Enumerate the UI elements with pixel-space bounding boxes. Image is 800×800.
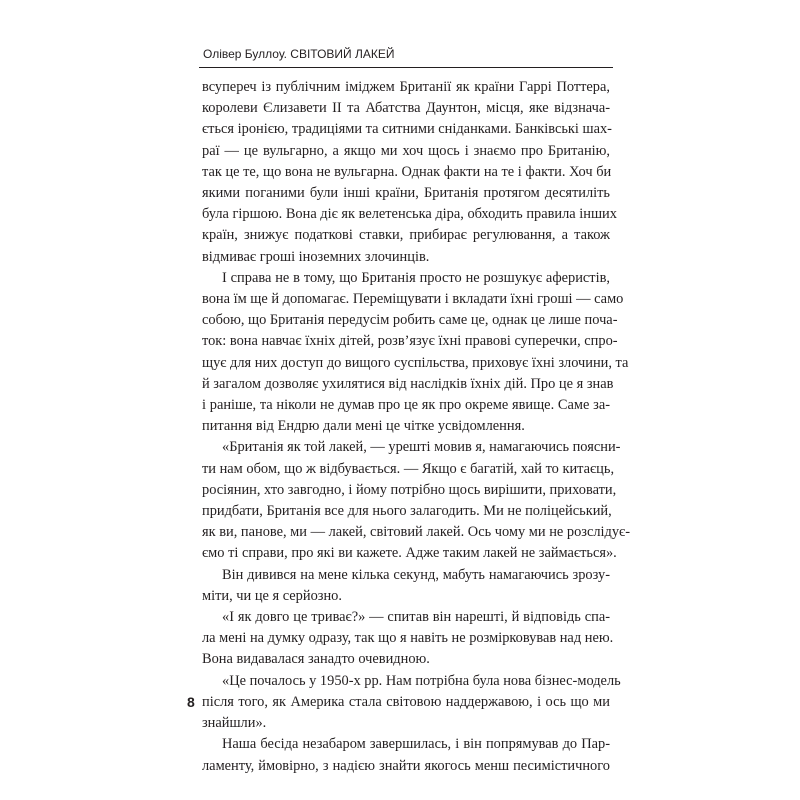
text-line: якими поганими були інші країни, Британія протягом десятиліть <box>202 185 610 202</box>
text-line: «Британія як той лакей, — урешті мовив я, намагаючись поясни- <box>222 439 621 456</box>
text-line: «Це почалось у 1950-х рр. Нам потрібна була нова бізнес-модель <box>222 672 621 689</box>
text-line: ється іронією, традиціями та ситними сніданками. Банківські шах- <box>202 121 612 138</box>
text-line: знайшли». <box>202 715 267 732</box>
text-line: так це те, що вона не вульгарна. Однак факти на те і факти. Хоч би <box>202 163 612 180</box>
text-line: вона їм ще й допомагає. Переміщувати і вкладати їхні гроші — само <box>202 291 624 308</box>
text-line: питання від Ендрю дали мені це чітке усвідомлення. <box>202 418 525 435</box>
text-line: Наша бесіда незабаром завершилась, і він попрямував до Пар- <box>222 736 610 753</box>
header-rule <box>199 67 613 68</box>
running-head: Олівер Буллоу. СВІТОВИЙ ЛАКЕЙ <box>203 47 395 61</box>
text-line: Вона видавалася занадто очевидною. <box>202 651 430 668</box>
text-line: відмиває гроші іноземних злочинців. <box>202 248 430 265</box>
text-line: міти, чи це я серйозно. <box>202 587 342 604</box>
text-line: ти нам обом, що ж відбувається. — Якщо є багатій, хай то китаєць, <box>202 460 615 477</box>
text-line: «І як довго це триває?» — спитав він нарешті, й відповідь спа- <box>222 609 610 626</box>
text-line: як ви, панове, ми — лакей, світовий лакей. Ось чому ми не розслідує- <box>202 524 631 541</box>
text-line: була гіршою. Вона діє як велетенська діра, обходить правила інших <box>202 206 617 223</box>
text-line: після того, як Америка стала світовою наддержавою, і ось що ми <box>202 693 610 710</box>
text-line: ємо ті справи, про які ви кажете. Адже таким лакей не займається». <box>202 545 617 562</box>
text-line: росіянин, хто завгодно, і йому потрібно щось вирішити, приховати, <box>202 481 617 498</box>
text-line: країн, знижує податкові ставки, прибирає регулювання, а також <box>202 227 610 244</box>
text-line: раї — це вульгарно, а якщо ми хоч щось і знаємо про Британію, <box>202 142 610 159</box>
text-line: Він дивився на мене кілька секунд, мабуть намагаючись зрозу- <box>222 566 610 583</box>
text-line: ламенту, ймовірно, з надією знайти якогось менш песимістичного <box>202 757 610 774</box>
text-line: І справа не в тому, що Британія просто не розшукує аферистів, <box>222 269 610 286</box>
body-text <box>202 77 631 777</box>
page-number: 8 <box>187 694 195 710</box>
text-line: і раніше, та ніколи не думав про це як про окреме явище. Саме за- <box>202 397 610 414</box>
text-line: ток: вона навчає їхніх дітей, розв’язує їхні правові суперечки, спро- <box>202 333 618 350</box>
text-line: й загалом дозволяє ухилятися від наслідків їхніх дій. Про це я знав <box>202 375 614 392</box>
text-line: придбати, Британія все для нього залагодить. Ми не поліцейський, <box>202 503 612 520</box>
text-line: собою, що Британія передусім робить саме це, однак це лише поча- <box>202 312 618 329</box>
text-line: королеви Єлизавети ІІ та Абатства Даунтон, місця, яке відзнача- <box>202 100 610 117</box>
text-line: всупереч із публічним іміджем Британії як країни Гаррі Поттера, <box>202 79 610 95</box>
text-line: ла мені на думку одразу, так що я навіть не розмірковував над нею. <box>202 630 614 647</box>
text-line: щує для них доступ до вищого суспільства, приховує їхні злочини, та <box>202 354 629 371</box>
